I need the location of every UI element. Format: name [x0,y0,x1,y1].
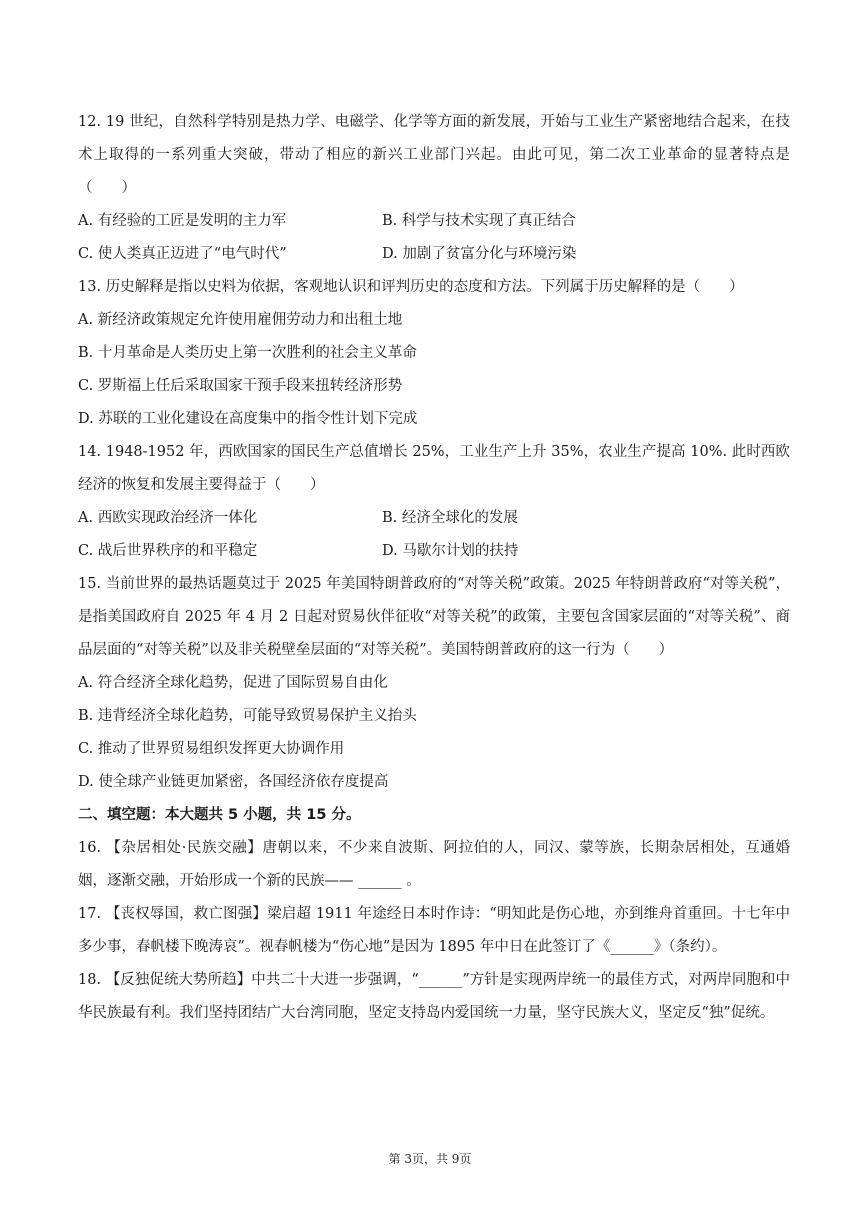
option-a: A. 有经验的工匠是发明的主力军 [78,213,287,229]
question-stem: 12. 19 世纪，自然科学特别是热力学、电磁学、化学等方面的新发展，开始与工业生产紧密地结合起来，在技术上取得的一系列重大突破，带动了相应的新兴工业部门兴起。由此可见，第二次工业革命的显著特点是（ ） [78,114,790,196]
question-14 [78,436,790,568]
question-stem: 14. 1948-1952 年，西欧国家的国民生产总值增长 25%，工业生产上升 35%，农业生产提高 10%. 此时西欧经济的恢复和发展主要得益于（ ） [78,444,790,493]
option-b: B. 十月革命是人类历史上第一次胜利的社会主义革命 [78,345,417,361]
question-13 [78,271,790,436]
option-d: D. 使全球产业链更加紧密，各国经济依存度提高 [78,774,389,790]
option-d: D. 加剧了贫富分化与环境污染 [382,246,577,262]
question-12 [78,106,790,271]
question-stem: 13. 历史解释是指以史料为依据，客观地认识和评判历史的态度和方法。下列属于历史解释的是（ ） [78,279,744,295]
option-a: A. 符合经济全球化趋势，促进了国际贸易自由化 [78,675,388,691]
option-a: A. 西欧实现政治经济一体化 [78,510,258,526]
option-a: A. 新经济政策规定允许使用雇佣劳动力和出租土地 [78,312,403,328]
fill-question-17: 17. 【丧权辱国，救亡图强】梁启超 1911 年途经日本时作诗：“明知此是伤心地，亦到维舟首重回。十七年中多少事，春帆楼下晚涛哀”。视春帆楼为“伤心地”是因为 1895 年中日在此签订了《______》（条约）。 [78,906,790,955]
option-b: B. 科学与技术实现了真正结合 [382,213,576,229]
fill-question-18: 18. 【反独促统大势所趋】中共二十大进一步强调，“______”方针是实现两岸统一的最佳方式，对两岸同胞和中华民族最有利。我们坚持团结广大台湾同胞，坚定支持岛内爱国统一力量，坚守民族大义，坚定反“独”促统。 [78,972,790,1021]
option-b: B. 经济全球化的发展 [382,510,518,526]
option-row [78,502,790,535]
page-content [78,106,790,1030]
option-c: C. 罗斯福上任后采取国家干预手段来扭转经济形势 [78,378,403,394]
question-stem: 15. 当前世界的最热话题莫过于 2025 年美国特朗普政府的“对等关税”政策。2025 年特朗普政府“对等关税”，是指美国政府自 2025 年 4 月 2 日起对贸易伙伴征收“对等关税”的政策，主要包含国家层面的“对等关税”、商品层面的“对等关税”以及非关税壁垒层面的“对等关税”。美国特朗普政府的这一行为（ ） [78,576,790,658]
option-d: D. 马歇尔计划的扶持 [382,543,519,559]
page-footer: 第 3页，共 9页 [388,1152,472,1166]
option-d: D. 苏联的工业化建设在高度集中的指令性计划下完成 [78,411,418,427]
option-row [78,535,790,568]
option-c: C. 推动了世界贸易组织发挥更大协调作用 [78,741,345,757]
option-row [78,238,790,271]
section-title: 二、填空题：本大题共 5 小题，共 15 分。 [78,807,361,823]
option-c: C. 战后世界秩序的和平稳定 [78,543,258,559]
option-c: C. 使人类真正迈进了“电气时代” [78,246,287,262]
question-15 [78,568,790,799]
option-b: B. 违背经济全球化趋势，可能导致贸易保护主义抬头 [78,708,417,724]
option-row [78,205,790,238]
fill-question-16: 16. 【杂居相处·民族交融】唐朝以来，不少来自波斯、阿拉伯的人，同汉、蒙等族，长期杂居相处，互通婚姻，逐渐交融，开始形成一个新的民族—— ______ 。 [78,840,790,889]
